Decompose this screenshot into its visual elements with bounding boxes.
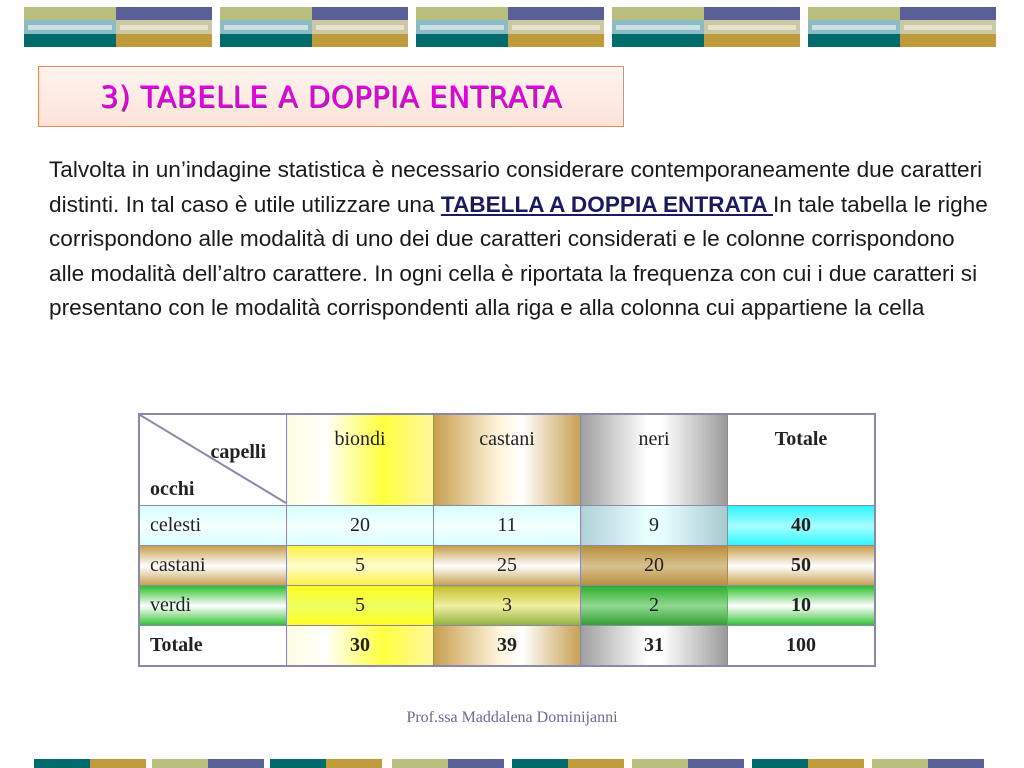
footer-decoration — [152, 759, 208, 768]
footer-decoration — [928, 759, 984, 768]
header-decoration-tile — [808, 7, 996, 47]
paragraph-text-after: In tale tabella le righe corrispondono alle modalità di uno dei due caratteri considerati e le colonne corrispondono alle modalità dell’altro carattere. In ogni cella è riportata la frequenza con cui i due caratteri si presentano con le modalità corrispondenti alla riga e alla colonna cui appartiene la cella — [49, 191, 988, 320]
row-label: verdi — [139, 586, 287, 626]
header-decoration-tile — [24, 7, 212, 47]
footer-decoration — [326, 759, 382, 768]
footer-decoration — [688, 759, 744, 768]
table-row — [139, 586, 875, 626]
table-cell: 2 — [581, 586, 728, 626]
table-cell: 5 — [287, 546, 434, 586]
table-cell: 5 — [287, 586, 434, 626]
corner-cell — [139, 414, 287, 506]
table-cell: 20 — [581, 546, 728, 586]
header-decoration-tile — [416, 7, 604, 47]
grand-total-cell: 100 — [728, 626, 876, 667]
footer-decoration — [512, 759, 568, 768]
title-box — [38, 66, 624, 127]
intro-paragraph — [49, 153, 989, 326]
double-entry-table — [138, 413, 876, 667]
column-header-total: Totale — [728, 414, 876, 506]
footer-decoration — [752, 759, 808, 768]
row-total-cell: 40 — [728, 506, 876, 546]
table-row — [139, 546, 875, 586]
table-cell: 9 — [581, 506, 728, 546]
slide-title: 3) TABELLE A DOPPIA ENTRATA — [99, 80, 563, 114]
column-header: biondi — [287, 414, 434, 506]
paragraph-emphasis: TABELLA A DOPPIA ENTRATA — [440, 191, 774, 217]
row-label: celesti — [139, 506, 287, 546]
footer-decoration — [208, 759, 264, 768]
footer-decoration — [392, 759, 448, 768]
column-total-cell: 30 — [287, 626, 434, 667]
column-total-cell: 39 — [434, 626, 581, 667]
table-header-row — [139, 414, 875, 506]
corner-row-label: occhi — [150, 478, 195, 500]
table-cell: 25 — [434, 546, 581, 586]
row-label: Totale — [139, 626, 287, 667]
header-decoration-tile — [612, 7, 800, 47]
header-decoration-tile — [220, 7, 408, 47]
footer-decoration — [872, 759, 928, 768]
row-total-cell: 10 — [728, 586, 876, 626]
row-total-cell: 50 — [728, 546, 876, 586]
row-label: castani — [139, 546, 287, 586]
footer-decoration — [90, 759, 146, 768]
column-total-cell: 31 — [581, 626, 728, 667]
table-cell: 3 — [434, 586, 581, 626]
column-header: neri — [581, 414, 728, 506]
footer-decoration — [34, 759, 90, 768]
table-row-total — [139, 626, 875, 667]
footer-decoration — [568, 759, 624, 768]
footer-decoration — [808, 759, 864, 768]
paragraph-text-before: Talvolta in un’indagine statistica è necessario considerare contemporaneamente due caratteri distinti. In tal caso è utile utilizzare una — [49, 157, 983, 217]
column-header: castani — [434, 414, 581, 506]
table-cell: 20 — [287, 506, 434, 546]
footer-author: Prof.ssa Maddalena Dominijanni — [406, 709, 618, 726]
corner-column-label: capelli — [210, 441, 266, 463]
footer-decoration — [448, 759, 504, 768]
table-row — [139, 506, 875, 546]
footer-decoration — [632, 759, 688, 768]
footer-decoration — [270, 759, 326, 768]
table-cell: 11 — [434, 506, 581, 546]
